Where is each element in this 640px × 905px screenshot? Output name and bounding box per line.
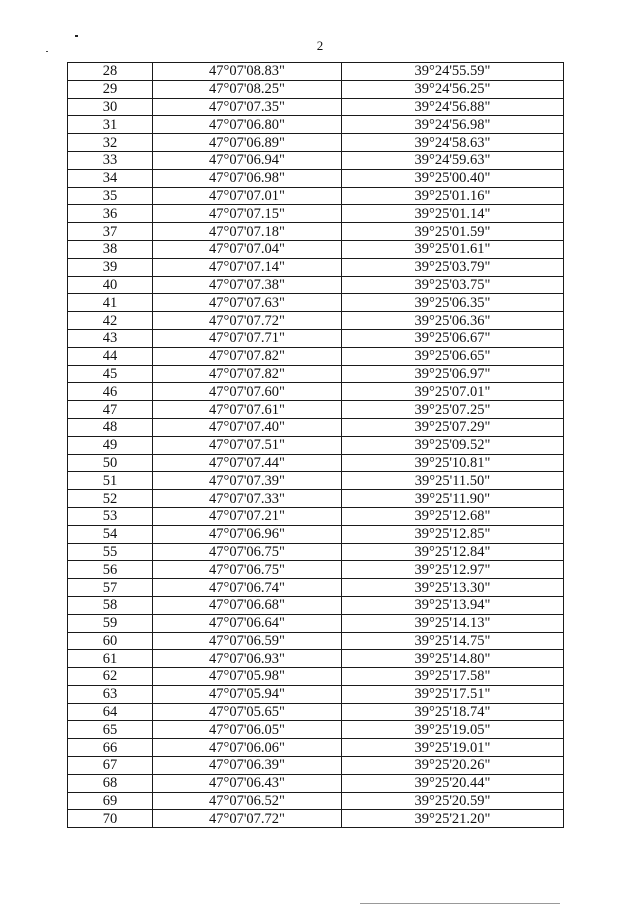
point-number-cell: 29 [68,80,153,98]
latitude-cell: 47°07'06.59" [153,632,342,650]
latitude-cell: 47°07'06.39" [153,757,342,775]
table-row [68,169,564,187]
point-number-cell: 47 [68,401,153,419]
table-row [68,774,564,792]
longitude-cell: 39°24'56.88" [342,98,564,116]
latitude-cell: 47°07'07.82" [153,347,342,365]
point-number-cell: 58 [68,596,153,614]
latitude-cell: 47°07'07.63" [153,294,342,312]
longitude-cell: 39°25'01.14" [342,205,564,223]
latitude-cell: 47°07'08.83" [153,63,342,81]
latitude-cell: 47°07'06.68" [153,596,342,614]
longitude-cell: 39°25'06.65" [342,347,564,365]
latitude-cell: 47°07'06.06" [153,739,342,757]
latitude-cell: 47°07'07.35" [153,98,342,116]
latitude-cell: 47°07'07.40" [153,418,342,436]
longitude-cell: 39°25'12.85" [342,525,564,543]
point-number-cell: 52 [68,490,153,508]
table-row [68,240,564,258]
point-number-cell: 63 [68,685,153,703]
latitude-cell: 47°07'06.74" [153,579,342,597]
longitude-cell: 39°25'17.51" [342,685,564,703]
longitude-cell: 39°25'01.61" [342,240,564,258]
table-row [68,205,564,223]
point-number-cell: 37 [68,223,153,241]
latitude-cell: 47°07'07.18" [153,223,342,241]
longitude-cell: 39°25'00.40" [342,169,564,187]
longitude-cell: 39°24'56.98" [342,116,564,134]
longitude-cell: 39°25'07.29" [342,418,564,436]
latitude-cell: 47°07'06.94" [153,151,342,169]
point-number-cell: 46 [68,383,153,401]
table-row [68,685,564,703]
latitude-cell: 47°07'06.75" [153,543,342,561]
latitude-cell: 47°07'07.72" [153,312,342,330]
point-number-cell: 69 [68,792,153,810]
table-row [68,63,564,81]
point-number-cell: 66 [68,739,153,757]
table-row [68,365,564,383]
latitude-cell: 47°07'06.75" [153,561,342,579]
latitude-cell: 47°07'05.94" [153,685,342,703]
table-row [68,436,564,454]
longitude-cell: 39°25'01.59" [342,223,564,241]
table-row [68,561,564,579]
latitude-cell: 47°07'07.44" [153,454,342,472]
longitude-cell: 39°25'17.58" [342,668,564,686]
latitude-cell: 47°07'06.43" [153,774,342,792]
table-row [68,312,564,330]
latitude-cell: 47°07'06.96" [153,525,342,543]
table-row [68,276,564,294]
longitude-cell: 39°25'13.30" [342,579,564,597]
point-number-cell: 56 [68,561,153,579]
longitude-cell: 39°25'03.75" [342,276,564,294]
table-row [68,472,564,490]
longitude-cell: 39°25'11.50" [342,472,564,490]
latitude-cell: 47°07'06.80" [153,116,342,134]
table-row [68,650,564,668]
latitude-cell: 47°07'07.04" [153,240,342,258]
latitude-cell: 47°07'05.65" [153,703,342,721]
table-row [68,739,564,757]
longitude-cell: 39°24'55.59" [342,63,564,81]
table-row [68,418,564,436]
scan-edge-line [360,903,560,904]
point-number-cell: 39 [68,258,153,276]
point-number-cell: 33 [68,151,153,169]
point-number-cell: 35 [68,187,153,205]
point-number-cell: 45 [68,365,153,383]
table-row [68,454,564,472]
table-row [68,810,564,828]
longitude-cell: 39°25'21.20" [342,810,564,828]
table-row [68,668,564,686]
table-row [68,757,564,775]
table-row [68,98,564,116]
point-number-cell: 59 [68,614,153,632]
table-row [68,543,564,561]
longitude-cell: 39°24'59.63" [342,151,564,169]
latitude-cell: 47°07'08.25" [153,80,342,98]
point-number-cell: 67 [68,757,153,775]
latitude-cell: 47°07'07.51" [153,436,342,454]
latitude-cell: 47°07'06.52" [153,792,342,810]
latitude-cell: 47°07'07.60" [153,383,342,401]
table-row [68,401,564,419]
table-row [68,525,564,543]
longitude-cell: 39°25'19.01" [342,739,564,757]
table-row [68,596,564,614]
longitude-cell: 39°25'19.05" [342,721,564,739]
point-number-cell: 53 [68,507,153,525]
coordinates-table [67,62,564,828]
table-row [68,116,564,134]
point-number-cell: 62 [68,668,153,686]
longitude-cell: 39°25'12.97" [342,561,564,579]
table-row [68,507,564,525]
table-row [68,294,564,312]
latitude-cell: 47°07'07.15" [153,205,342,223]
latitude-cell: 47°07'07.14" [153,258,342,276]
longitude-cell: 39°25'03.79" [342,258,564,276]
longitude-cell: 39°25'13.94" [342,596,564,614]
point-number-cell: 65 [68,721,153,739]
longitude-cell: 39°25'09.52" [342,436,564,454]
table-row [68,258,564,276]
table-row [68,187,564,205]
table-row [68,329,564,347]
table-row [68,579,564,597]
point-number-cell: 68 [68,774,153,792]
point-number-cell: 55 [68,543,153,561]
point-number-cell: 49 [68,436,153,454]
point-number-cell: 70 [68,810,153,828]
point-number-cell: 31 [68,116,153,134]
latitude-cell: 47°07'07.01" [153,187,342,205]
point-number-cell: 51 [68,472,153,490]
point-number-cell: 41 [68,294,153,312]
point-number-cell: 50 [68,454,153,472]
table-row [68,632,564,650]
longitude-cell: 39°25'06.97" [342,365,564,383]
latitude-cell: 47°07'06.98" [153,169,342,187]
point-number-cell: 57 [68,579,153,597]
coordinates-table-body [68,63,564,828]
longitude-cell: 39°25'06.67" [342,329,564,347]
point-number-cell: 43 [68,329,153,347]
longitude-cell: 39°25'07.25" [342,401,564,419]
longitude-cell: 39°25'20.59" [342,792,564,810]
point-number-cell: 60 [68,632,153,650]
longitude-cell: 39°25'14.80" [342,650,564,668]
table-row [68,223,564,241]
point-number-cell: 61 [68,650,153,668]
latitude-cell: 47°07'05.98" [153,668,342,686]
latitude-cell: 47°07'06.93" [153,650,342,668]
table-row [68,792,564,810]
latitude-cell: 47°07'06.64" [153,614,342,632]
point-number-cell: 42 [68,312,153,330]
latitude-cell: 47°07'07.33" [153,490,342,508]
point-number-cell: 36 [68,205,153,223]
latitude-cell: 47°07'06.89" [153,134,342,152]
longitude-cell: 39°25'11.90" [342,490,564,508]
point-number-cell: 40 [68,276,153,294]
latitude-cell: 47°07'06.05" [153,721,342,739]
longitude-cell: 39°25'12.68" [342,507,564,525]
point-number-cell: 30 [68,98,153,116]
point-number-cell: 64 [68,703,153,721]
point-number-cell: 38 [68,240,153,258]
table-row [68,721,564,739]
longitude-cell: 39°25'12.84" [342,543,564,561]
point-number-cell: 48 [68,418,153,436]
table-row [68,80,564,98]
point-number-cell: 54 [68,525,153,543]
table-row [68,490,564,508]
latitude-cell: 47°07'07.72" [153,810,342,828]
longitude-cell: 39°24'56.25" [342,80,564,98]
table-row [68,134,564,152]
scan-speck [75,35,78,37]
longitude-cell: 39°25'06.35" [342,294,564,312]
longitude-cell: 39°25'20.26" [342,757,564,775]
longitude-cell: 39°25'01.16" [342,187,564,205]
longitude-cell: 39°25'14.13" [342,614,564,632]
longitude-cell: 39°25'18.74" [342,703,564,721]
longitude-cell: 39°25'06.36" [342,312,564,330]
longitude-cell: 39°25'14.75" [342,632,564,650]
longitude-cell: 39°24'58.63" [342,134,564,152]
point-number-cell: 44 [68,347,153,365]
latitude-cell: 47°07'07.21" [153,507,342,525]
latitude-cell: 47°07'07.71" [153,329,342,347]
table-row [68,614,564,632]
table-row [68,703,564,721]
longitude-cell: 39°25'20.44" [342,774,564,792]
page-number: 2 [316,38,324,53]
longitude-cell: 39°25'10.81" [342,454,564,472]
latitude-cell: 47°07'07.39" [153,472,342,490]
point-number-cell: 34 [68,169,153,187]
point-number-cell: 28 [68,63,153,81]
point-number-cell: 32 [68,134,153,152]
table-row [68,347,564,365]
latitude-cell: 47°07'07.61" [153,401,342,419]
latitude-cell: 47°07'07.82" [153,365,342,383]
table-row [68,383,564,401]
table-row [68,151,564,169]
latitude-cell: 47°07'07.38" [153,276,342,294]
longitude-cell: 39°25'07.01" [342,383,564,401]
